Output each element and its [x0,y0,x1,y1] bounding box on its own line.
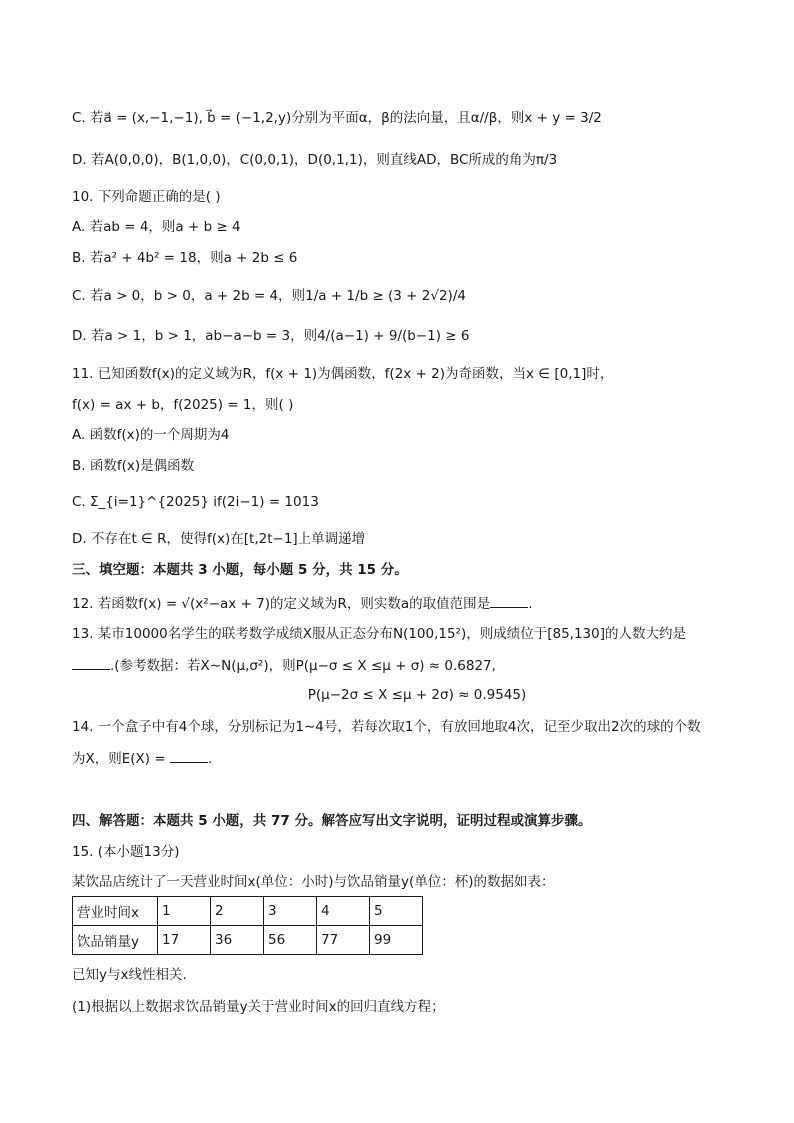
table-cell: 17 [158,926,211,955]
q15-note: 已知y与x线性相关. [72,967,187,983]
table-row [73,926,423,955]
q14-line2: 为X，则E(X) = [72,751,166,767]
q13-line2: .(参考数据：若X∼N(μ,σ²)，则P(μ−σ ≤ X ≤μ + σ) ≈ 0.6827, [110,658,496,674]
table-cell: 77 [317,926,370,955]
q13-line2-row [72,655,734,676]
q12-answer-blank [490,593,528,608]
q14-end: . [207,751,213,767]
table-cell: 36 [211,926,264,955]
q14-line1: 14. 一个盒子中有4个球，分别标记为1∼4号，若每次取1个，有放回地取4次，记至少取出2次的球的个数 [72,719,701,735]
q13-line1: 13. 某市10000名学生的联考数学成绩X服从正态分布N(100,15²)，则成绩位于[85,130]的人数大约是 [72,626,687,642]
section4-heading: 四、解答题：本题共 5 小题，共 77 分。解答应写出文字说明，证明过程或演算步骤。 [72,813,592,829]
q9-option-c: C. 若a⃗ = (x,−1,−1), b⃗ = (−1,2,y)分别为平面α，β的法向量，且α//β，则x + y = 3/2 [72,110,602,126]
q10-option-d: D. 若a > 1，b > 1，ab−a−b = 3，则4/(a−1) + 9/(b−1) ≥ 6 [72,328,470,344]
table-cell: 5 [370,897,423,926]
table-row [73,897,423,926]
q10-option-a: A. 若ab = 4，则a + b ≥ 4 [72,219,241,235]
table-cell: 4 [317,897,370,926]
q11-stem-line2: f(x) = ax + b，f(2025) = 1，则( ) [72,397,294,413]
table-cell: 99 [370,926,423,955]
q11-option-c: C. Σ_{i=1}^{2025} if(2i−1) = 1013 [72,494,319,510]
q13-answer-blank [72,655,110,670]
q12-line [72,593,734,614]
q9-option-d: D. 若A(0,0,0)，B(1,0,0)，C(0,0,1)，D(0,1,1)，则直线AD，BC所成的角为π/3 [72,152,558,168]
q12-end: . [528,596,533,612]
table-row-header: 营业时间x [73,897,158,926]
table-row-header: 饮品销量y [73,926,158,955]
q15-part1: (1)根据以上数据求饮品销量y关于营业时间x的回归直线方程； [72,999,445,1015]
q13-line3: P(μ−2σ ≤ X ≤μ + 2σ) ≈ 0.9545) [307,687,527,703]
q11-option-a: A. 函数f(x)的一个周期为4 [72,427,230,443]
q11-stem-line1: 11. 已知函数f(x)的定义域为R，f(x + 1)为偶函数，f(2x + 2)为奇函数，当x ∈ [0,1]时， [72,366,614,382]
q15-title: 15. (本小题13分) [72,844,180,860]
q10-stem: 10. 下列命题正确的是( ) [72,189,221,205]
table-cell: 2 [211,897,264,926]
q15-data-table [72,896,423,955]
table-cell: 56 [264,926,317,955]
q10-option-c: C. 若a > 0，b > 0，a + 2b = 4，则1/a + 1/b ≥ (3 + 2√2)/4 [72,288,466,304]
q14-line2-row [72,748,734,769]
q11-option-d: D. 不存在t ∈ R，使得f(x)在[t,2t−1]上单调递增 [72,531,366,547]
q10-option-b: B. 若a² + 4b² = 18，则a + 2b ≤ 6 [72,250,298,266]
q15-intro: 某饮品店统计了一天营业时间x(单位：小时)与饮品销量y(单位：杯)的数据如表： [72,874,555,890]
q11-option-b: B. 函数f(x)是偶函数 [72,458,195,474]
table-cell: 1 [158,897,211,926]
table-cell: 3 [264,897,317,926]
section3-heading: 三、填空题：本题共 3 小题，每小题 5 分，共 15 分。 [72,562,408,578]
q14-answer-blank [170,748,208,763]
q12-text: 12. 若函数f(x) = √(x²−ax + 7)的定义域为R，则实数a的取值范围是 [72,596,491,612]
